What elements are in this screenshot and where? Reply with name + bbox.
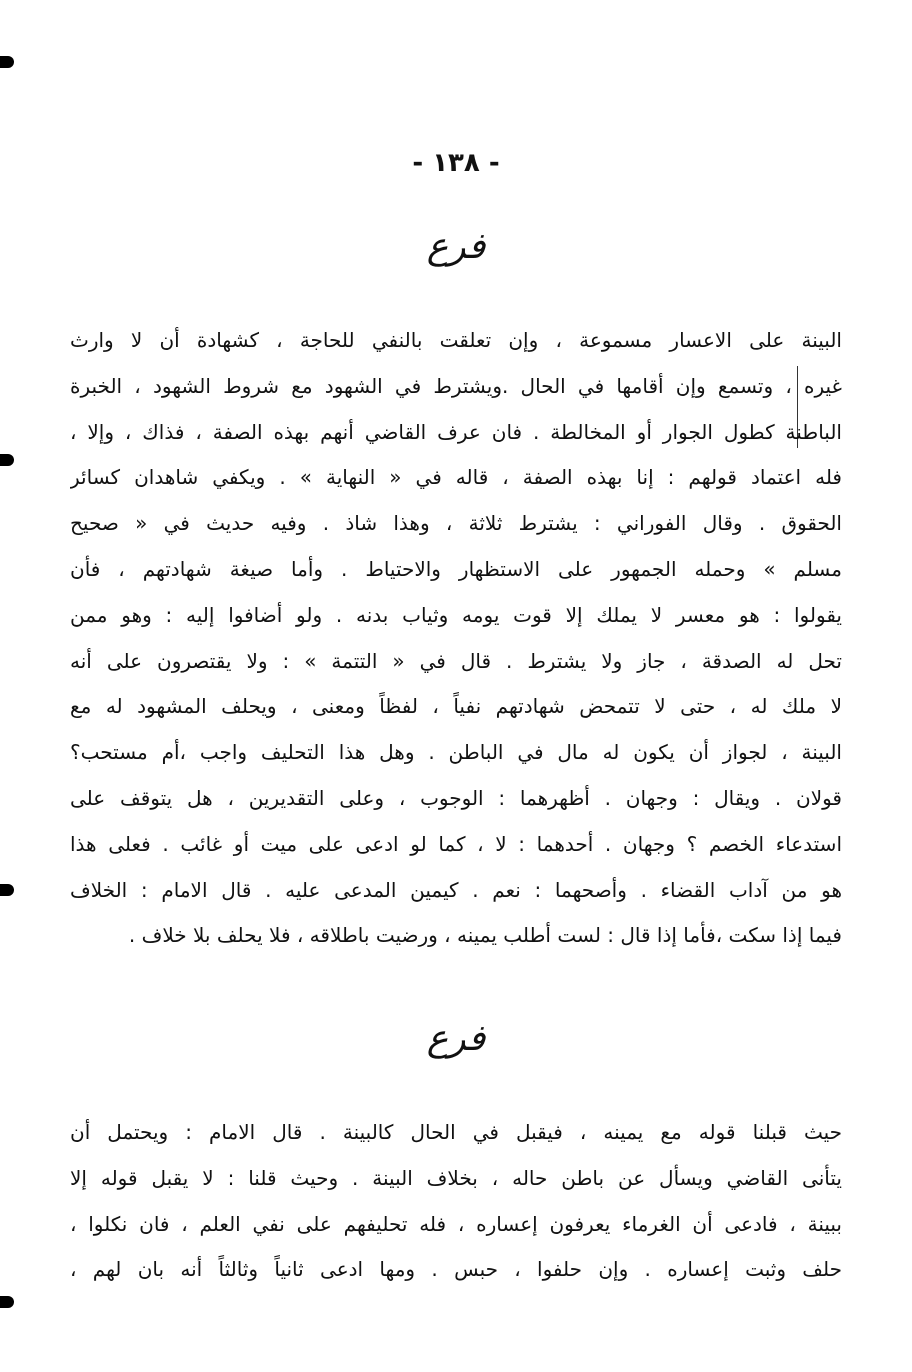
- section-heading: فرع: [426, 226, 486, 267]
- text-line: قولان . ويقال : وجهان . أظهرهما : الوجوب ، وعلى التقديرين ، هل يتوقف على: [70, 785, 842, 810]
- text-line: هو من آداب القضاء . وأصحهما : نعم . كيمين المدعى عليه . قال الامام : الخلاف: [70, 877, 842, 902]
- text-line: استدعاء الخصم ؟ وجهان . أحدهما : لا ، كما لو ادعى على ميت أو غائب . فعلى هذا: [70, 831, 842, 856]
- paragraph: [70, 318, 842, 959]
- scan-edge-mark: [0, 884, 14, 896]
- text-line: البينة ، لجواز أن يكون له مال في الباطن . وهل هذا التحليف واجب ،أم مستحب؟: [70, 740, 842, 765]
- text-line: البينة على الاعسار مسموعة ، وإن تعلقت بالنفي للحاجة ، كشهادة أن لا وارث: [70, 328, 842, 352]
- text-line: لا ملك له ، حتى لا تتمحض شهادتهم نفياً ، لفظاً ومعنى ، ويحلف المشهود له مع: [70, 694, 842, 719]
- text-line: الحقوق . وقال الفوراني : يشترط ثلاثة ، وهذا شاذ . وفيه حديث في « صحيح: [70, 511, 842, 536]
- text-line: يتأنى القاضي ويسأل عن باطن حاله ، بخلاف البينة . وحيث قلنا : لا يقبل قوله إلا: [70, 1165, 842, 1190]
- text-line: الباطنة كطول الجوار أو المخالطة . فان عرف القاضي أنهم بهذه الصفة ، فذاك ، وإلا ،: [70, 419, 842, 444]
- text-line: حلف وثبت إعساره . وإن حلفوا ، حبس . ومها ادعى ثانياً وثالثاً أنه بان لهم ،: [70, 1257, 842, 1282]
- section-heading: فرع: [426, 1018, 486, 1059]
- text-line: فله اعتماد قولهم : إنا بهذه الصفة ، قاله في « النهاية » . ويكفي شاهدان كسائر: [70, 465, 842, 490]
- scan-edge-mark: [0, 454, 14, 466]
- scan-edge-mark: [0, 1296, 14, 1308]
- text-line: فيما إذا سكت ،فأما إذا قال : لست أطلب يمينه ، ورضيت باطلاقه ، فلا يحلف بلا خلاف .: [128, 923, 842, 948]
- text-line: غيره ، وتسمع وإن أقامها في الحال .ويشترط في الشهود مع شروط الشهود ، الخبرة: [70, 373, 842, 398]
- text-line: ببينة ، فادعى أن الغرماء يعرفون إعساره ، فله تحليفهم على نفي العلم ، فان نكلوا ،: [70, 1211, 842, 1236]
- text-line: حيث قبلنا قوله مع يمينه ، فيقبل في الحال كالبينة . قال الامام : ويحتمل أن: [70, 1120, 842, 1144]
- text-line: يقولوا : هو معسر لا يملك إلا قوت يومه وثياب بدنه . ولو أضافوا إليه : وهو ممن: [70, 602, 842, 627]
- paragraph: [70, 1110, 842, 1293]
- text-line: مسلم » وحمله الجمهور على الاستظهار والاحتياط . وأما صيغة شهادتهم ، فأن: [70, 556, 842, 581]
- scan-edge-mark: [0, 56, 14, 68]
- page-number: - ١٣٨ -: [412, 148, 500, 178]
- text-line: تحل له الصدقة ، جاز ولا يشترط . قال في « التتمة » : ولا يقتصرون على أنه: [70, 648, 842, 673]
